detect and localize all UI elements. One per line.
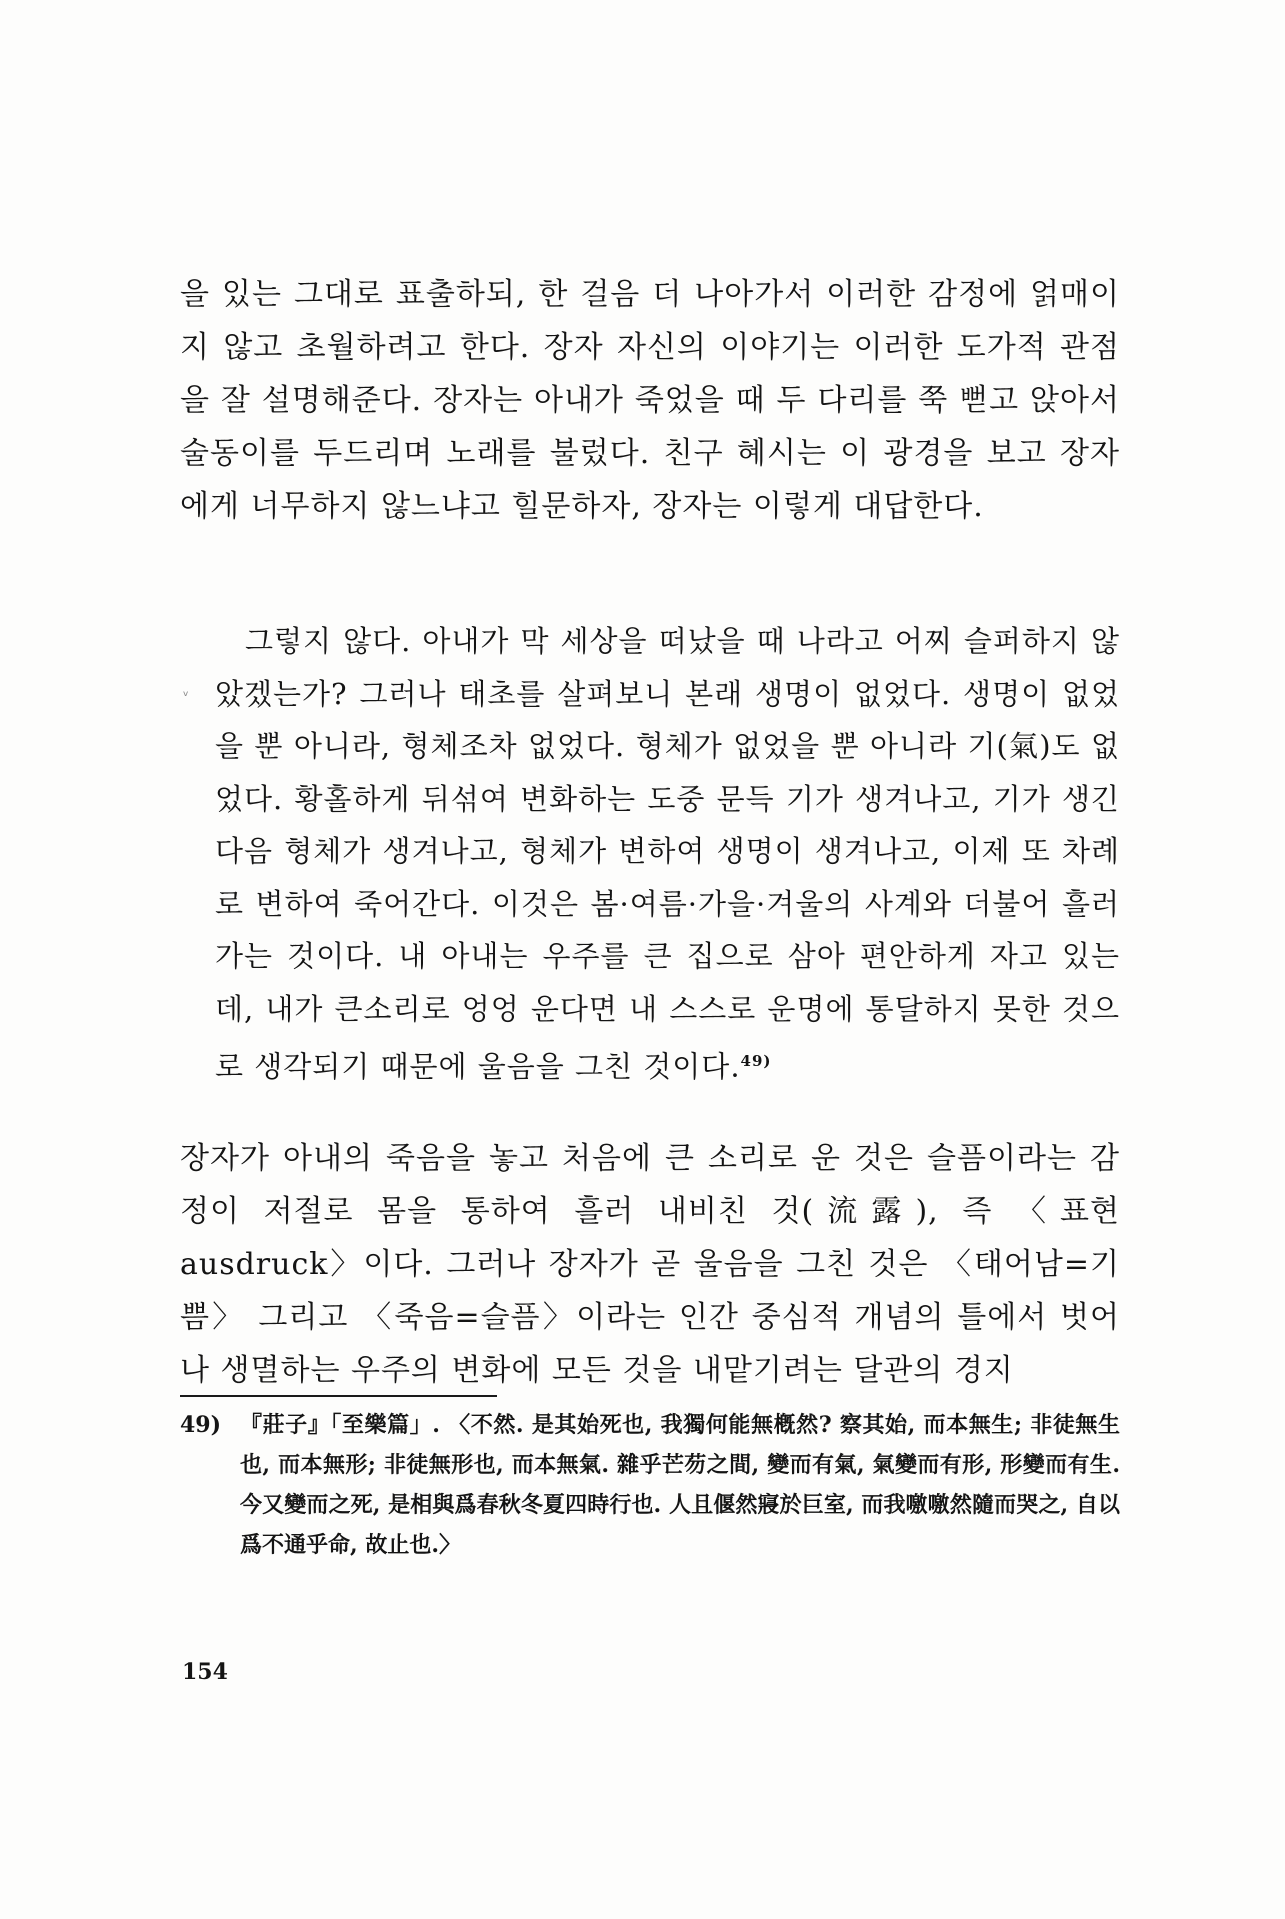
block-quote [215,615,1120,1093]
page-number: 154 [182,1659,228,1685]
margin-mark: ᵥ [183,684,189,700]
footnote [180,1405,1120,1558]
block-quote-text: 그렇지 않다. 아내가 막 세상을 떠났을 때 나라고 어찌 슬퍼하지 않았겠는가? 그러나 태초를 살펴보니 본래 생명이 없었다. 생명이 없었을 뿐 아니라, 형체조차 없었다. 형체가 없었을 뿐 아니라 기(氣)도 없었다. 황홀하게 뒤섞여 변화하는 도중 문득 기가 생겨나고, 기가 생긴 다음 형체가 생겨나고, 형체가 변하여 생명이 생겨나고, 이제 또 차례로 변하여 죽어간다. 이것은 봄·여름·가을·겨울의 사계와 더불어 흘러가는 것이다. 내 아내는 우주를 큰 집으로 삼아 편안하게 자고 있는데, 내가 큰소리로 엉엉 운다면 내 스스로 운명에 통달하지 못한 것으로 생각되기 때문에 울음을 그친 것이다. [215,624,1120,1084]
footnote-reference: 49) [740,1052,772,1070]
footnote-text: 『莊子』「至樂篇」. 〈不然. 是其始死也, 我獨何能無槪然? 察其始, 而本無生; 非徒無生也, 而本無形; 非徒無形也, 而本無氣. 雜乎芒芴之間, 變而有氣, 氣變而有形, 形變而有生. 今又變而之死, 是相與爲春秋冬夏四時行也. 人且偃然寢於巨室, 而我噭噭然隨而哭之, 自以爲不通乎命, 故止也.〉 [240,1412,1120,1558]
footnote-number: 49) [180,1412,222,1438]
paragraph-commentary: 장자가 아내의 죽음을 놓고 처음에 큰 소리로 운 것은 슬픔이라는 감정이 저절로 몸을 통하여 흘러 내비친 것(流露), 즉 〈표현 ausdruck〉이다. 그러나 장자가 곧 울음을 그친 것은 〈태어남=기쁨〉 그리고 〈죽음=슬픔〉이라는 인간 중심적 개념의 틀에서 벗어나 생멸하는 우주의 변화에 모든 것을 내맡기려는 달관의 경지 [180,1141,1120,1388]
footnote-divider [180,1395,497,1397]
paragraph-intro: 을 있는 그대로 표출하되, 한 걸음 더 나아가서 이러한 감정에 얽매이지 않고 초월하려고 한다. 장자 자신의 이야기는 이러한 도가적 관점을 잘 설명해준다. 장자는 아내가 죽었을 때 두 다리를 쭉 뻗고 앉아서 술동이를 두드리며 노래를 불렀다. 친구 혜시는 이 광경을 보고 장자에게 너무하지 않느냐고 힐문하자, 장자는 이렇게 대답한다. [180,277,1120,524]
